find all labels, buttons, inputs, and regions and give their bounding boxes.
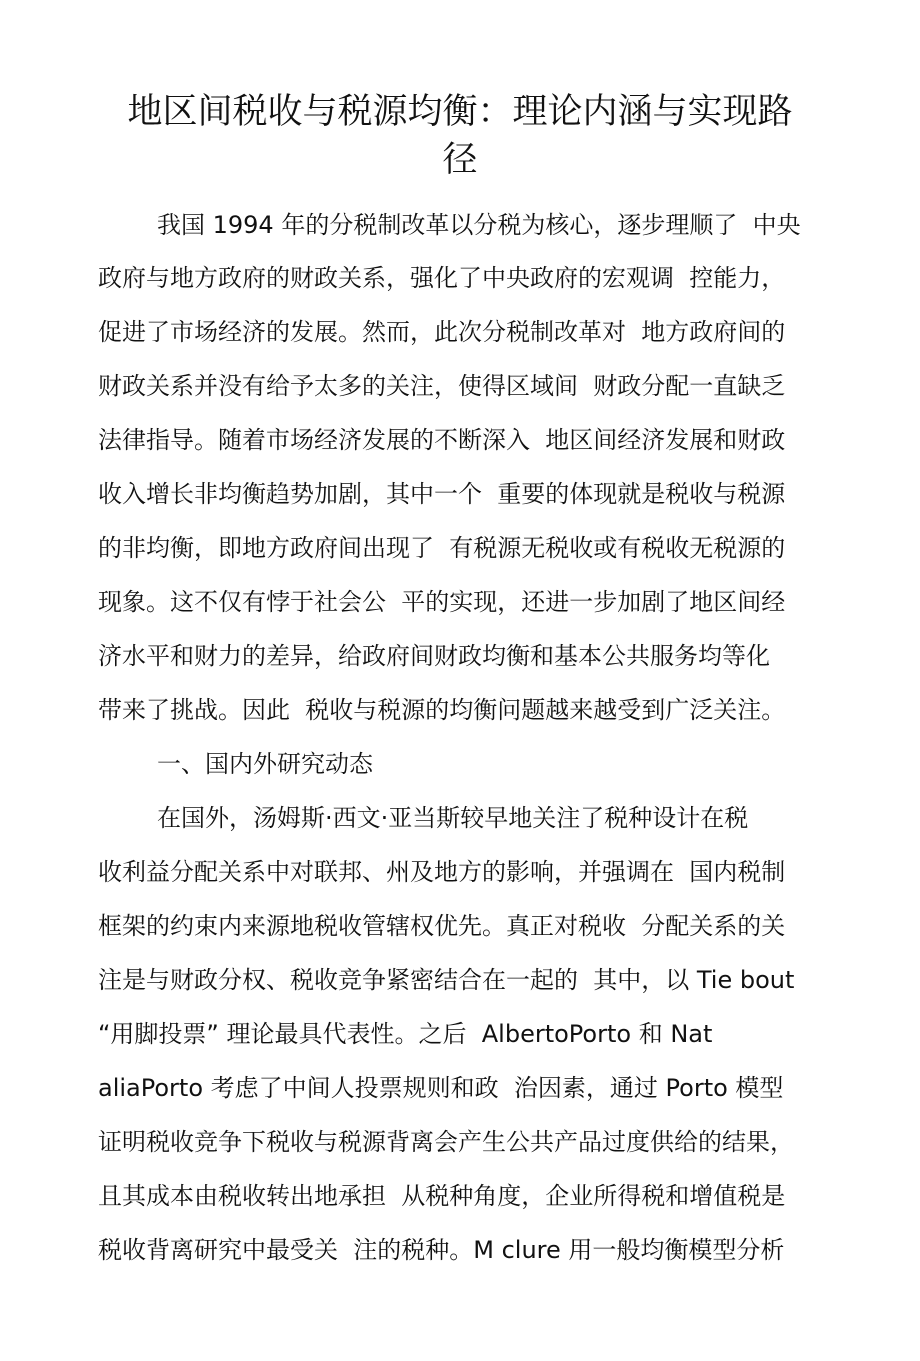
section-heading: 一、国内外研究动态 — [157, 750, 373, 778]
paragraph-1-line-6: 收入增长非均衡趋势加剧，其中一个 重要的体现就是税收与税源 — [98, 480, 786, 508]
paragraph-1-line-10: 带来了挑战。因此 税收与税源的均衡问题越来越受到广泛关注。 — [98, 696, 786, 724]
paragraph-1-line-4: 财政关系并没有给予太多的关注，使得区域间 财政分配一直缺乏 — [98, 372, 786, 400]
paragraph-1-line-5: 法律指导。随着市场经济发展的不断深入 地区间经济发展和财政 — [98, 426, 786, 454]
paragraph-2-line-6: aliaPorto 考虑了中间人投票规则和政 治因素，通过 Porto 模型 — [98, 1074, 784, 1102]
paragraph-2-line-5: “用脚投票” 理论最具代表性。之后 AlbertoPorto 和 Nat — [98, 1020, 713, 1048]
document-title — [100, 88, 820, 184]
paragraph-1-line-1: 我国 1994 年的分税制改革以分税为核心，逐步理顺了 中央 — [157, 211, 801, 239]
paragraph-1-line-7: 的非均衡，即地方政府间出现了 有税源无税收或有税收无税源的 — [98, 534, 786, 562]
paragraph-2-line-4: 注是与财政分权、税收竞争紧密结合在一起的 其中，以 Tie bout — [98, 966, 795, 994]
paragraph-1-line-9: 济水平和财力的差异，给政府间财政均衡和基本公共服务均等化 — [98, 642, 770, 670]
paragraph-2-line-9: 税收背离研究中最受关 注的税种。M clure 用一般均衡模型分析 — [98, 1236, 785, 1264]
paragraph-1-line-3: 促进了市场经济的发展。然而，此次分税制改革对 地方政府间的 — [98, 318, 786, 346]
paragraph-2-line-8: 且其成本由税收转出地承担 从税种角度，企业所得税和增值税是 — [98, 1182, 786, 1210]
title-line-1: 地区间税收与税源均衡：理论内涵与实现路 — [127, 92, 793, 132]
paragraph-2-line-1: 在国外，汤姆斯·西文·亚当斯较早地关注了税种设计在税 — [157, 804, 749, 832]
title-line-2: 径 — [442, 140, 478, 180]
paragraph-1-line-2: 政府与地方政府的财政关系，强化了中央政府的宏观调 控能力， — [98, 264, 786, 292]
paragraph-2-line-3: 框架的约束内来源地税收管辖权优先。真正对税收 分配关系的关 — [98, 912, 786, 940]
paragraph-2-line-7: 证明税收竞争下税收与税源背离会产生公共产品过度供给的结果， — [98, 1128, 794, 1156]
paragraph-1-line-8: 现象。这不仅有悖于社会公 平的实现，还进一步加剧了地区间经 — [98, 588, 786, 616]
paragraph-2-line-2: 收利益分配关系中对联邦、州及地方的影响，并强调在 国内税制 — [98, 858, 786, 886]
